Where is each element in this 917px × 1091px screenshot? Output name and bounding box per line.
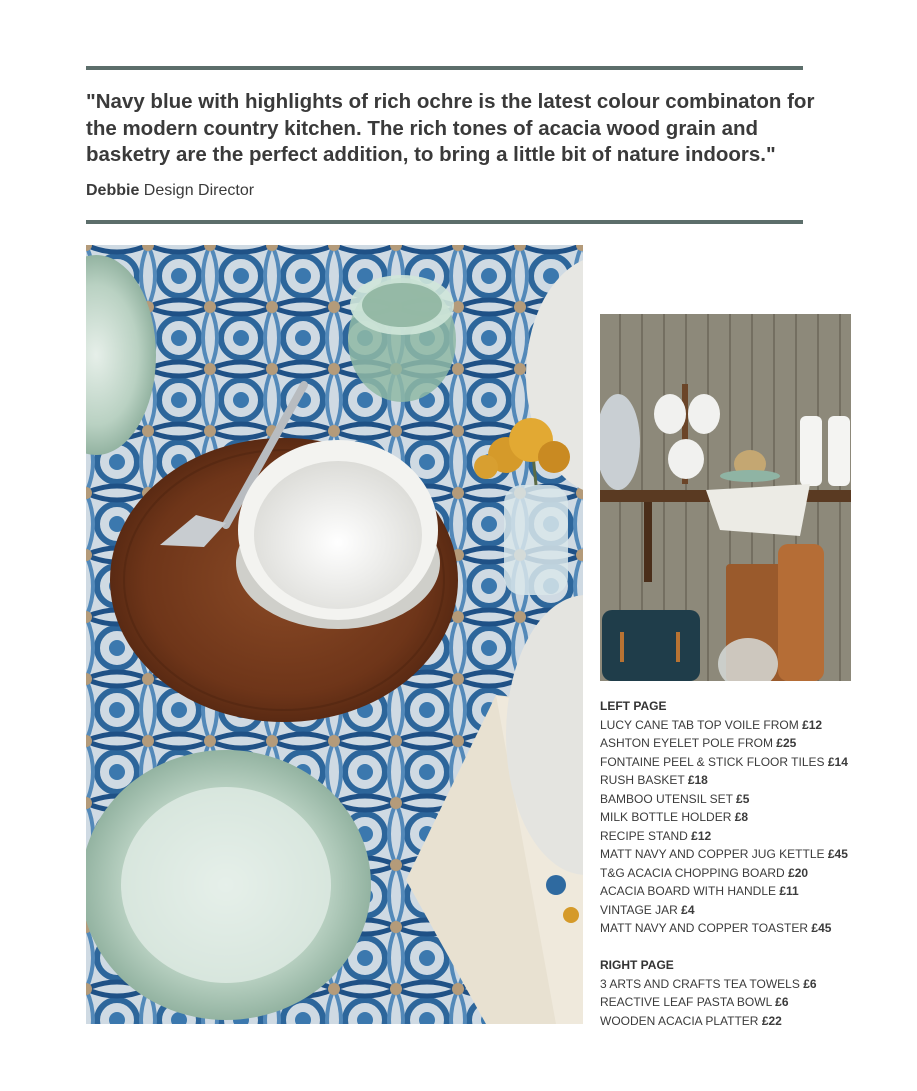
product-list-item: [600, 790, 900, 809]
quote-author: Debbie: [86, 182, 140, 199]
product-list-item: [600, 882, 900, 901]
product-name: ASHTON EYELET POLE FROM: [600, 736, 773, 750]
product-name: FONTAINE PEEL & STICK FLOOR TILES: [600, 754, 825, 769]
product-name: BAMBOO UTENSIL SET: [600, 791, 733, 806]
product-price: £25: [776, 736, 797, 750]
product-list-item: [600, 1012, 900, 1031]
quote-attribution: [86, 182, 254, 200]
product-name: MATT NAVY AND COPPER JUG KETTLE: [600, 847, 825, 861]
product-list: [600, 697, 900, 1030]
product-list-item: [600, 845, 900, 864]
product-list-item: [600, 901, 900, 920]
product-name: RUSH BASKET: [600, 773, 685, 787]
product-price: £14: [827, 754, 848, 769]
product-price: £12: [691, 828, 712, 843]
product-price: £8: [734, 810, 749, 824]
product-list-item: [600, 864, 900, 883]
product-name: ACACIA BOARD WITH HANDLE: [600, 884, 777, 898]
product-name: WOODEN ACACIA PLATTER: [600, 1013, 759, 1028]
product-price: £20: [788, 865, 809, 880]
product-name: REACTIVE LEAF PASTA BOWL: [600, 995, 772, 1009]
top-divider: [86, 66, 803, 70]
right-page-heading: RIGHT PAGE: [600, 958, 674, 972]
product-price: £45: [827, 847, 848, 861]
product-price: £4: [681, 902, 695, 917]
product-name: RECIPE STAND: [600, 828, 688, 843]
product-list-item: [600, 808, 900, 827]
product-name: 3 ARTS AND CRAFTS TEA TOWELS: [600, 976, 800, 991]
product-name: MILK BOTTLE HOLDER: [600, 810, 732, 824]
product-list-item: [600, 753, 900, 772]
product-name: MATT NAVY AND COPPER TOASTER: [600, 921, 809, 935]
product-price: £12: [802, 717, 823, 732]
product-list-item: [600, 771, 900, 790]
bottom-divider: [86, 220, 803, 224]
product-list-item: [600, 993, 900, 1012]
product-name: LUCY CANE TAB TOP VOILE FROM: [600, 717, 799, 732]
product-list-item: [600, 827, 900, 846]
product-price: £22: [761, 1013, 782, 1028]
product-price: £11: [779, 884, 799, 898]
left-page-heading: LEFT PAGE: [600, 699, 667, 713]
product-name: VINTAGE JAR: [600, 902, 678, 917]
product-list-item: [600, 734, 900, 753]
product-list-item: [600, 975, 900, 994]
product-price: £18: [687, 773, 708, 787]
kitchen-shelf-photo: [600, 314, 851, 681]
product-list-item: [600, 919, 900, 938]
product-price: £5: [736, 791, 750, 806]
product-list-item: [600, 716, 900, 735]
product-price: £6: [775, 995, 789, 1009]
pull-quote: "Navy blue with highlights of rich ochre is the latest colour combinaton for the modern country kitchen. The rich tones of acacia wood grain and basketry are the perfect addition, to bring a little bit of nature indoors.": [86, 90, 815, 166]
table-setting-photo: [86, 245, 583, 1024]
quote-role: Design Director: [143, 182, 255, 199]
product-price: £6: [803, 976, 817, 991]
product-name: T&G ACACIA CHOPPING BOARD: [600, 865, 785, 880]
product-price: £45: [811, 921, 832, 935]
